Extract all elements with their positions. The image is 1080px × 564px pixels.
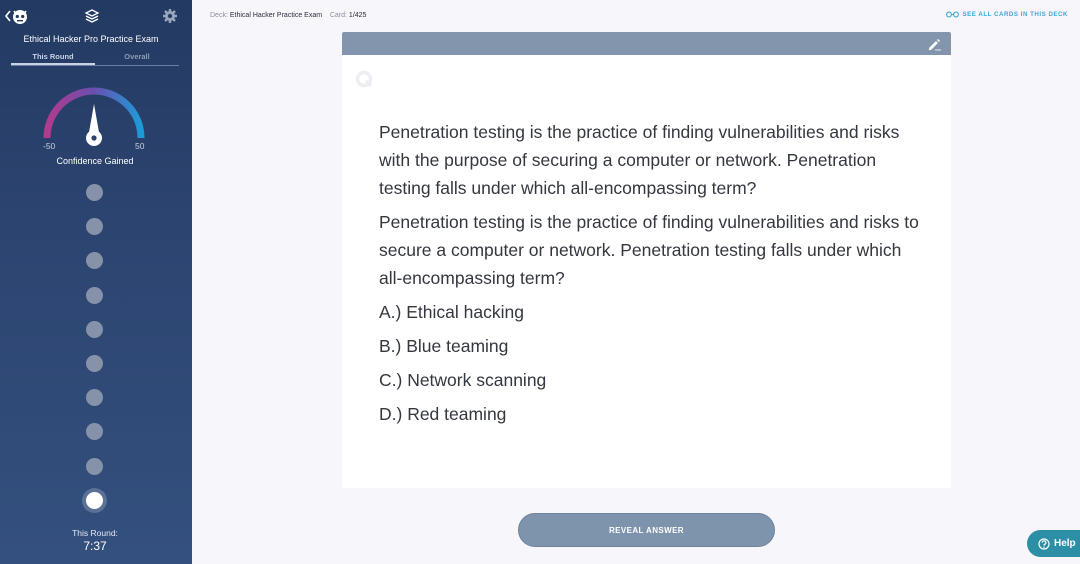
layers-icon[interactable]: [84, 8, 100, 24]
tab-this-round[interactable]: This Round: [11, 50, 95, 65]
card-counter: 1/425: [348, 12, 367, 19]
progress-dot[interactable]: [86, 287, 103, 304]
progress-dot[interactable]: [86, 252, 103, 269]
see-all-label: SEE ALL CARDS IN THIS DECK: [962, 11, 1068, 18]
progress-dot[interactable]: [86, 389, 103, 406]
deck-prefix: Deck:: [210, 12, 228, 19]
reveal-answer-button[interactable]: REVEAL ANSWER: [518, 513, 775, 547]
sidebar-toolbar: [0, 0, 192, 32]
card-toolbar: [342, 32, 951, 55]
round-timer-value: 7:37: [83, 539, 107, 553]
progress-dot[interactable]: [86, 423, 103, 440]
question-text: Penetration testing is the practice of finding vulnerabilities and risks with the purpose of securing a computer or network. Penetration testing falls under which all-encompassing term?: [379, 122, 900, 198]
gauge-max-label: 50: [135, 141, 145, 151]
card-progress-dots: [86, 184, 104, 526]
see-all-cards-link[interactable]: [946, 11, 1068, 18]
card-question-content: [379, 118, 919, 434]
help-button[interactable]: [1027, 530, 1080, 557]
progress-dot[interactable]: [86, 458, 103, 475]
edit-pencil-icon[interactable]: [927, 37, 941, 51]
sidebar-deck-name: Ethical Hacker Pro Practice Exam: [23, 34, 159, 44]
gauge-min-label: -50: [43, 141, 56, 151]
progress-dot[interactable]: [86, 184, 103, 201]
tab-overall[interactable]: Overall: [124, 52, 150, 61]
round-timer-label: This Round:: [72, 528, 118, 538]
header-deck-info: [210, 12, 366, 19]
deck-title: Ethical Hacker Practice Exam: [229, 12, 323, 19]
progress-dot-current[interactable]: [86, 492, 103, 509]
glasses-icon: [946, 11, 959, 18]
flashcard: [342, 32, 951, 488]
answer-option-c: C.) Network scanning: [379, 370, 547, 390]
gauge-caption: Confidence Gained: [56, 156, 134, 166]
help-label: Help: [1054, 538, 1076, 549]
sidebar: [0, 0, 192, 564]
progress-dot[interactable]: [86, 355, 103, 372]
progress-dot[interactable]: [86, 218, 103, 235]
round-tabs: [11, 50, 179, 66]
answer-option-a: A.) Ethical hacking: [379, 302, 524, 322]
answer-option-d: D.) Red teaming: [379, 404, 507, 424]
progress-dot[interactable]: [86, 321, 103, 338]
answer-option-b: B.) Blue teaming: [379, 336, 509, 356]
question-text-alt: Penetration testing is the practice of finding vulnerabilities and risks to secure a computer or network. Penetration testing falls under which all-encompassing term?: [379, 212, 919, 288]
gear-icon[interactable]: [162, 8, 178, 24]
help-question-icon: [1038, 538, 1050, 550]
brainscape-logo-icon[interactable]: [10, 6, 30, 26]
card-prefix: Card:: [329, 12, 347, 19]
question-q-icon: [354, 69, 374, 89]
